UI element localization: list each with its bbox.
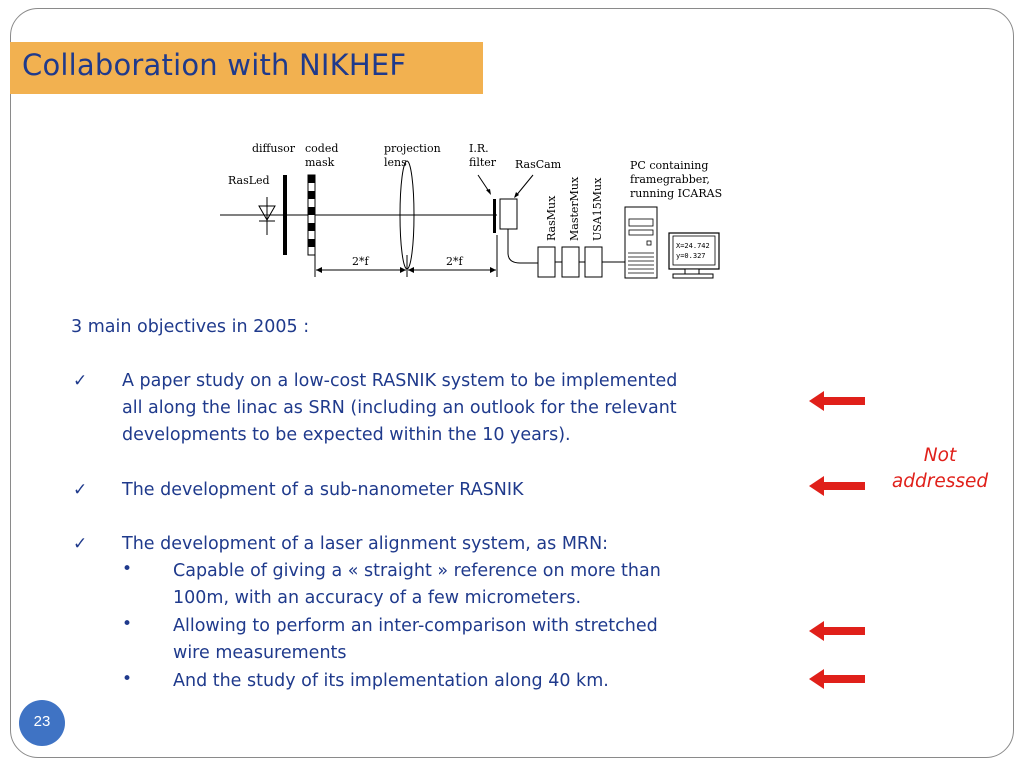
label-distance-1: 2*f [352,255,369,268]
sub-objective-2 [173,613,806,667]
bullet-icon: • [122,669,133,689]
left-arrow-icon [808,475,866,497]
objective-1-line-1: A paper study on a low-cost RASNIK system to be implemented [122,371,678,391]
objectives-heading: 3 main objectives in 2005 : [71,317,310,337]
sub-objective-2-line-1: Allowing to perform an inter-comparison with stretched [173,616,658,636]
label-projection: projection [384,142,441,155]
label-coded: coded [305,142,339,155]
objective-1-line-2: all along the linac as SRN (including an outlook for the relevant [122,398,677,418]
label-mastermux: MasterMux [568,176,581,241]
objective-3: The development of a laser alignment system, as MRN: [122,534,609,554]
not-addressed-note [872,443,1008,495]
label-diffusor: diffusor [252,142,295,155]
sub-objective-2-line-2: wire measurements [173,643,347,663]
label-pc-3: running ICARAS [630,187,723,200]
slide-title: Collaboration with NIKHEF [22,48,407,82]
label-pc-2: framegrabber, [630,173,710,186]
label-usa15mux: USA15Mux [591,177,604,241]
sub-objective-1-line-2: 100m, with an accuracy of a few micrometers. [173,588,582,608]
screen-readout-x: X=24.742 [676,242,710,250]
label-rascam: RasCam [515,158,562,171]
sub-objective-3: And the study of its implementation along 40 km. [173,671,609,691]
slide-number: 23 [33,713,51,730]
check-icon: ✓ [73,371,88,391]
bullet-icon: • [122,559,133,579]
label-distance-2: 2*f [446,255,463,268]
not-addressed-line-2: addressed [891,471,989,492]
label-pc-1: PC containing [630,159,709,172]
bullet-icon: • [122,614,133,634]
not-addressed-line-1: Not [923,445,957,466]
sub-objective-1-line-1: Capable of giving a « straight » reference on more than [173,561,661,581]
sub-objective-1 [173,558,806,612]
check-icon: ✓ [73,534,88,554]
objective-1-line-3: developments to be expected within the 10 years). [122,425,571,445]
left-arrow-icon [808,620,866,642]
objective-1 [122,368,806,449]
check-icon: ✓ [73,480,88,500]
left-arrow-icon [808,390,866,412]
screen-readout-y: y=0.327 [676,252,706,260]
label-ir: I.R. [469,142,489,155]
label-filter: filter [469,156,497,169]
rasnik-diagram [215,135,730,285]
objective-2: The development of a sub-nanometer RASNIK [122,480,524,500]
label-mask: mask [305,156,335,169]
label-rasmux: RasMux [545,195,558,241]
label-lens: lens [384,156,407,169]
left-arrow-icon [808,668,866,690]
label-rasled: RasLed [228,174,270,187]
